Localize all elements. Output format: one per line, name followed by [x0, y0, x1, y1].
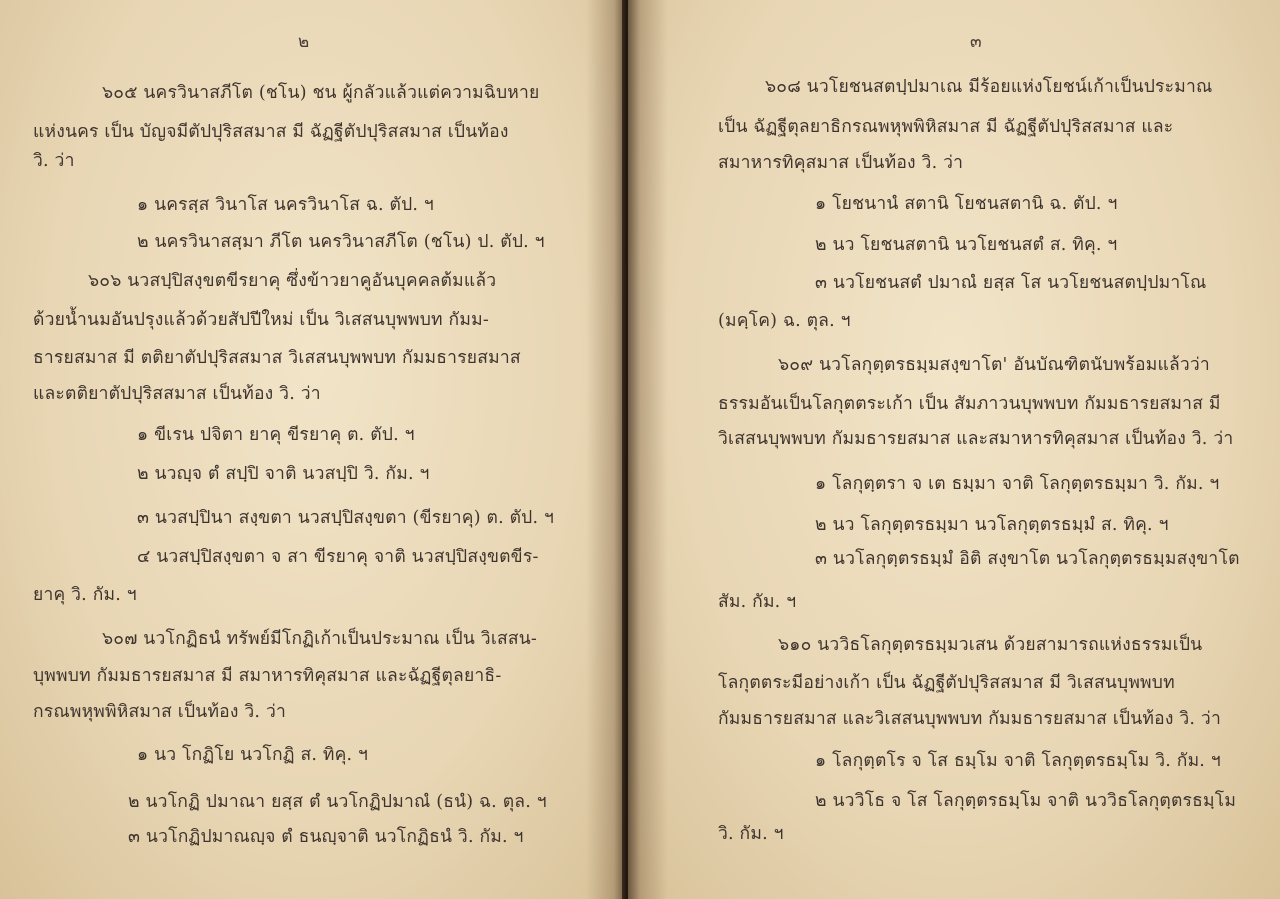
- left-page: [0, 0, 626, 899]
- text-line: ๖๐๘ นวโยชนสตปฺปมาเณ มีร้อยแห่งโยชน์เก้าเป็นประมาณ: [765, 77, 1213, 97]
- text-line: ๒ นครวินาสสฺมา ภีโต นครวินาสภีโต (ชโน) ป. ตัป. ฯ: [137, 232, 545, 252]
- text-line: ๓ นวโยชนสตํ ปมาณํ ยสฺส โส นวโยชนสตปฺปมาโณ: [815, 273, 1207, 293]
- text-line: เป็น ฉัฏฐีตุลยาธิกรณพหุพพิหิสมาส มี ฉัฏฐีตัปปุริสสมาส และ: [718, 117, 1174, 137]
- text-line: วิ. กัม. ฯ: [718, 824, 784, 844]
- text-line: ธารยสมาส มี ตติยาตัปปุริสสมาส วิเสสนบุพพบท กัมมธารยสมาส: [33, 348, 521, 368]
- text-line: ๖๑๐ นววิธโลกุตฺตรธมฺมวเสน ด้วยสามารถแห่งธรรมเป็น: [778, 635, 1203, 655]
- text-line: แห่งนคร เป็น บัญจมีตัปปุริสสมาส มี ฉัฏฐีตัปปุริสสมาส เป็นท้อง: [33, 122, 509, 142]
- text-line: ๖๐๖ นวสปฺปิสงฺขตขีรยาคุ ซึ่งข้าวยาคูอันบุคคลต้มแล้ว: [88, 271, 497, 291]
- text-line: สมาหารทิคุสมาส เป็นท้อง วิ. ว่า: [718, 153, 964, 173]
- text-line: ๖๐๙ นวโลกุตฺตรธมฺมสงฺขาโต' อันบัณฑิตนับพร้อมแล้วว่า: [778, 355, 1210, 375]
- text-line: วิ. ว่า: [33, 151, 75, 171]
- text-line: ธรรมอันเป็นโลกุตตระเก้า เป็น สัมภาวนบุพพบท กัมมธารยสมาส มี: [718, 394, 1221, 414]
- text-line: กรณพหุพพิหิสมาส เป็นท้อง วิ. ว่า: [33, 702, 287, 722]
- text-line: ๑ โลกุตฺตโร จ โส ธมฺโม จาติ โลกุตฺตรธมฺโม วิ. กัม. ฯ: [815, 751, 1221, 771]
- text-line: ๑ นว โกฏิโย นวโกฏิ ส. ทิคุ. ฯ: [137, 745, 369, 765]
- text-line: ๑ โยชนานํ สตานิ โยชนสตานิ ฉ. ตัป. ฯ: [815, 194, 1118, 214]
- text-line: สัม. กัม. ฯ: [718, 592, 797, 612]
- text-line: กัมมธารยสมาส และวิเสสนบุพพบท กัมมธารยสมาส เป็นท้อง วิ. ว่า: [718, 709, 1221, 729]
- right-page: [628, 0, 1280, 899]
- text-line: ๒ นววิโธ จ โส โลกุตฺตรธมฺโม จาติ นววิธโลกุตฺตรธมฺโม: [815, 791, 1237, 811]
- text-line: ๖๐๕ นครวินาสภีโต (ชโน) ชน ผู้กลัวแล้วแต่ความฉิบหาย: [102, 83, 540, 103]
- text-line: ๑ นครสฺส วินาโส นครวินาโส ฉ. ตัป. ฯ: [137, 195, 434, 215]
- text-line: และตติยาตัปปุริสสมาส เป็นท้อง วิ. ว่า: [33, 384, 321, 404]
- text-line: วิเสสนบุพพบท กัมมธารยสมาส และสมาหารทิคุสมาส เป็นท้อง วิ. ว่า: [718, 429, 1234, 449]
- page-number: ๓: [970, 32, 982, 52]
- text-line: ยาคุ วิ. กัม. ฯ: [33, 585, 137, 605]
- text-line: ๒ นวญฺจ ตํ สปฺปิ จาติ นวสปฺปิ วิ. กัม. ฯ: [137, 464, 430, 484]
- text-line: (มคฺโค) ฉ. ตุล. ฯ: [718, 311, 851, 331]
- text-line: ๓ นวสปฺปินา สงฺขตา นวสปฺปิสงฺขตา (ขีรยาคุ) ต. ตัป. ฯ: [137, 508, 555, 528]
- page-number: ๒: [298, 32, 310, 52]
- text-line: ๖๐๗ นวโกฏิธนํ ทรัพย์มีโกฏิเก้าเป็นประมาณ เป็น วิเสสน-: [102, 629, 538, 649]
- text-line: ๒ นว โลกุตฺตรธมฺมา นวโลกุตฺตรธมฺมํ ส. ทิคุ. ฯ: [815, 515, 1169, 535]
- text-line: ด้วยน้ำนมอันปรุงแล้วด้วยสัปปีใหม่ เป็น วิเสสนบุพพบท กัมม-: [33, 310, 489, 330]
- text-line: ๑ โลกุตฺตรา จ เต ธมฺมา จาติ โลกุตฺตรธมฺมา วิ. กัม. ฯ: [815, 474, 1220, 494]
- text-line: ๑ ขีเรน ปจิตา ยาคุ ขีรยาคุ ต. ตัป. ฯ: [137, 425, 415, 445]
- text-line: ๔ นวสปฺปิสงฺขตา จ สา ขีรยาคุ จาติ นวสปฺปิสงฺขตขีร-: [137, 547, 539, 567]
- text-line: ๓ นวโกฏิปมาณญฺจ ตํ ธนญฺจาติ นวโกฏิธนํ วิ. กัม. ฯ: [128, 827, 524, 847]
- text-line: ๒ นวโกฏิ ปมาณา ยสฺส ตํ นวโกฏิปมาณํ (ธนํ) ฉ. ตุล. ฯ: [128, 792, 547, 812]
- text-line: บุพพบท กัมมธารยสมาส มี สมาหารทิคุสมาส และฉัฏฐีตุลยาธิ-: [33, 666, 502, 686]
- text-line: ๓ นวโลกุตฺตรธมฺมํ อิติ สงฺขาโต นวโลกุตฺตรธมฺมสงฺขาโต: [815, 549, 1240, 569]
- text-line: โลกุตตระมีอย่างเก้า เป็น ฉัฏฐีตัปปุริสสมาส มี วิเสสนบุพพบท: [718, 673, 1175, 693]
- text-line: ๒ นว โยชนสตานิ นวโยชนสตํ ส. ทิคุ. ฯ: [815, 235, 1118, 255]
